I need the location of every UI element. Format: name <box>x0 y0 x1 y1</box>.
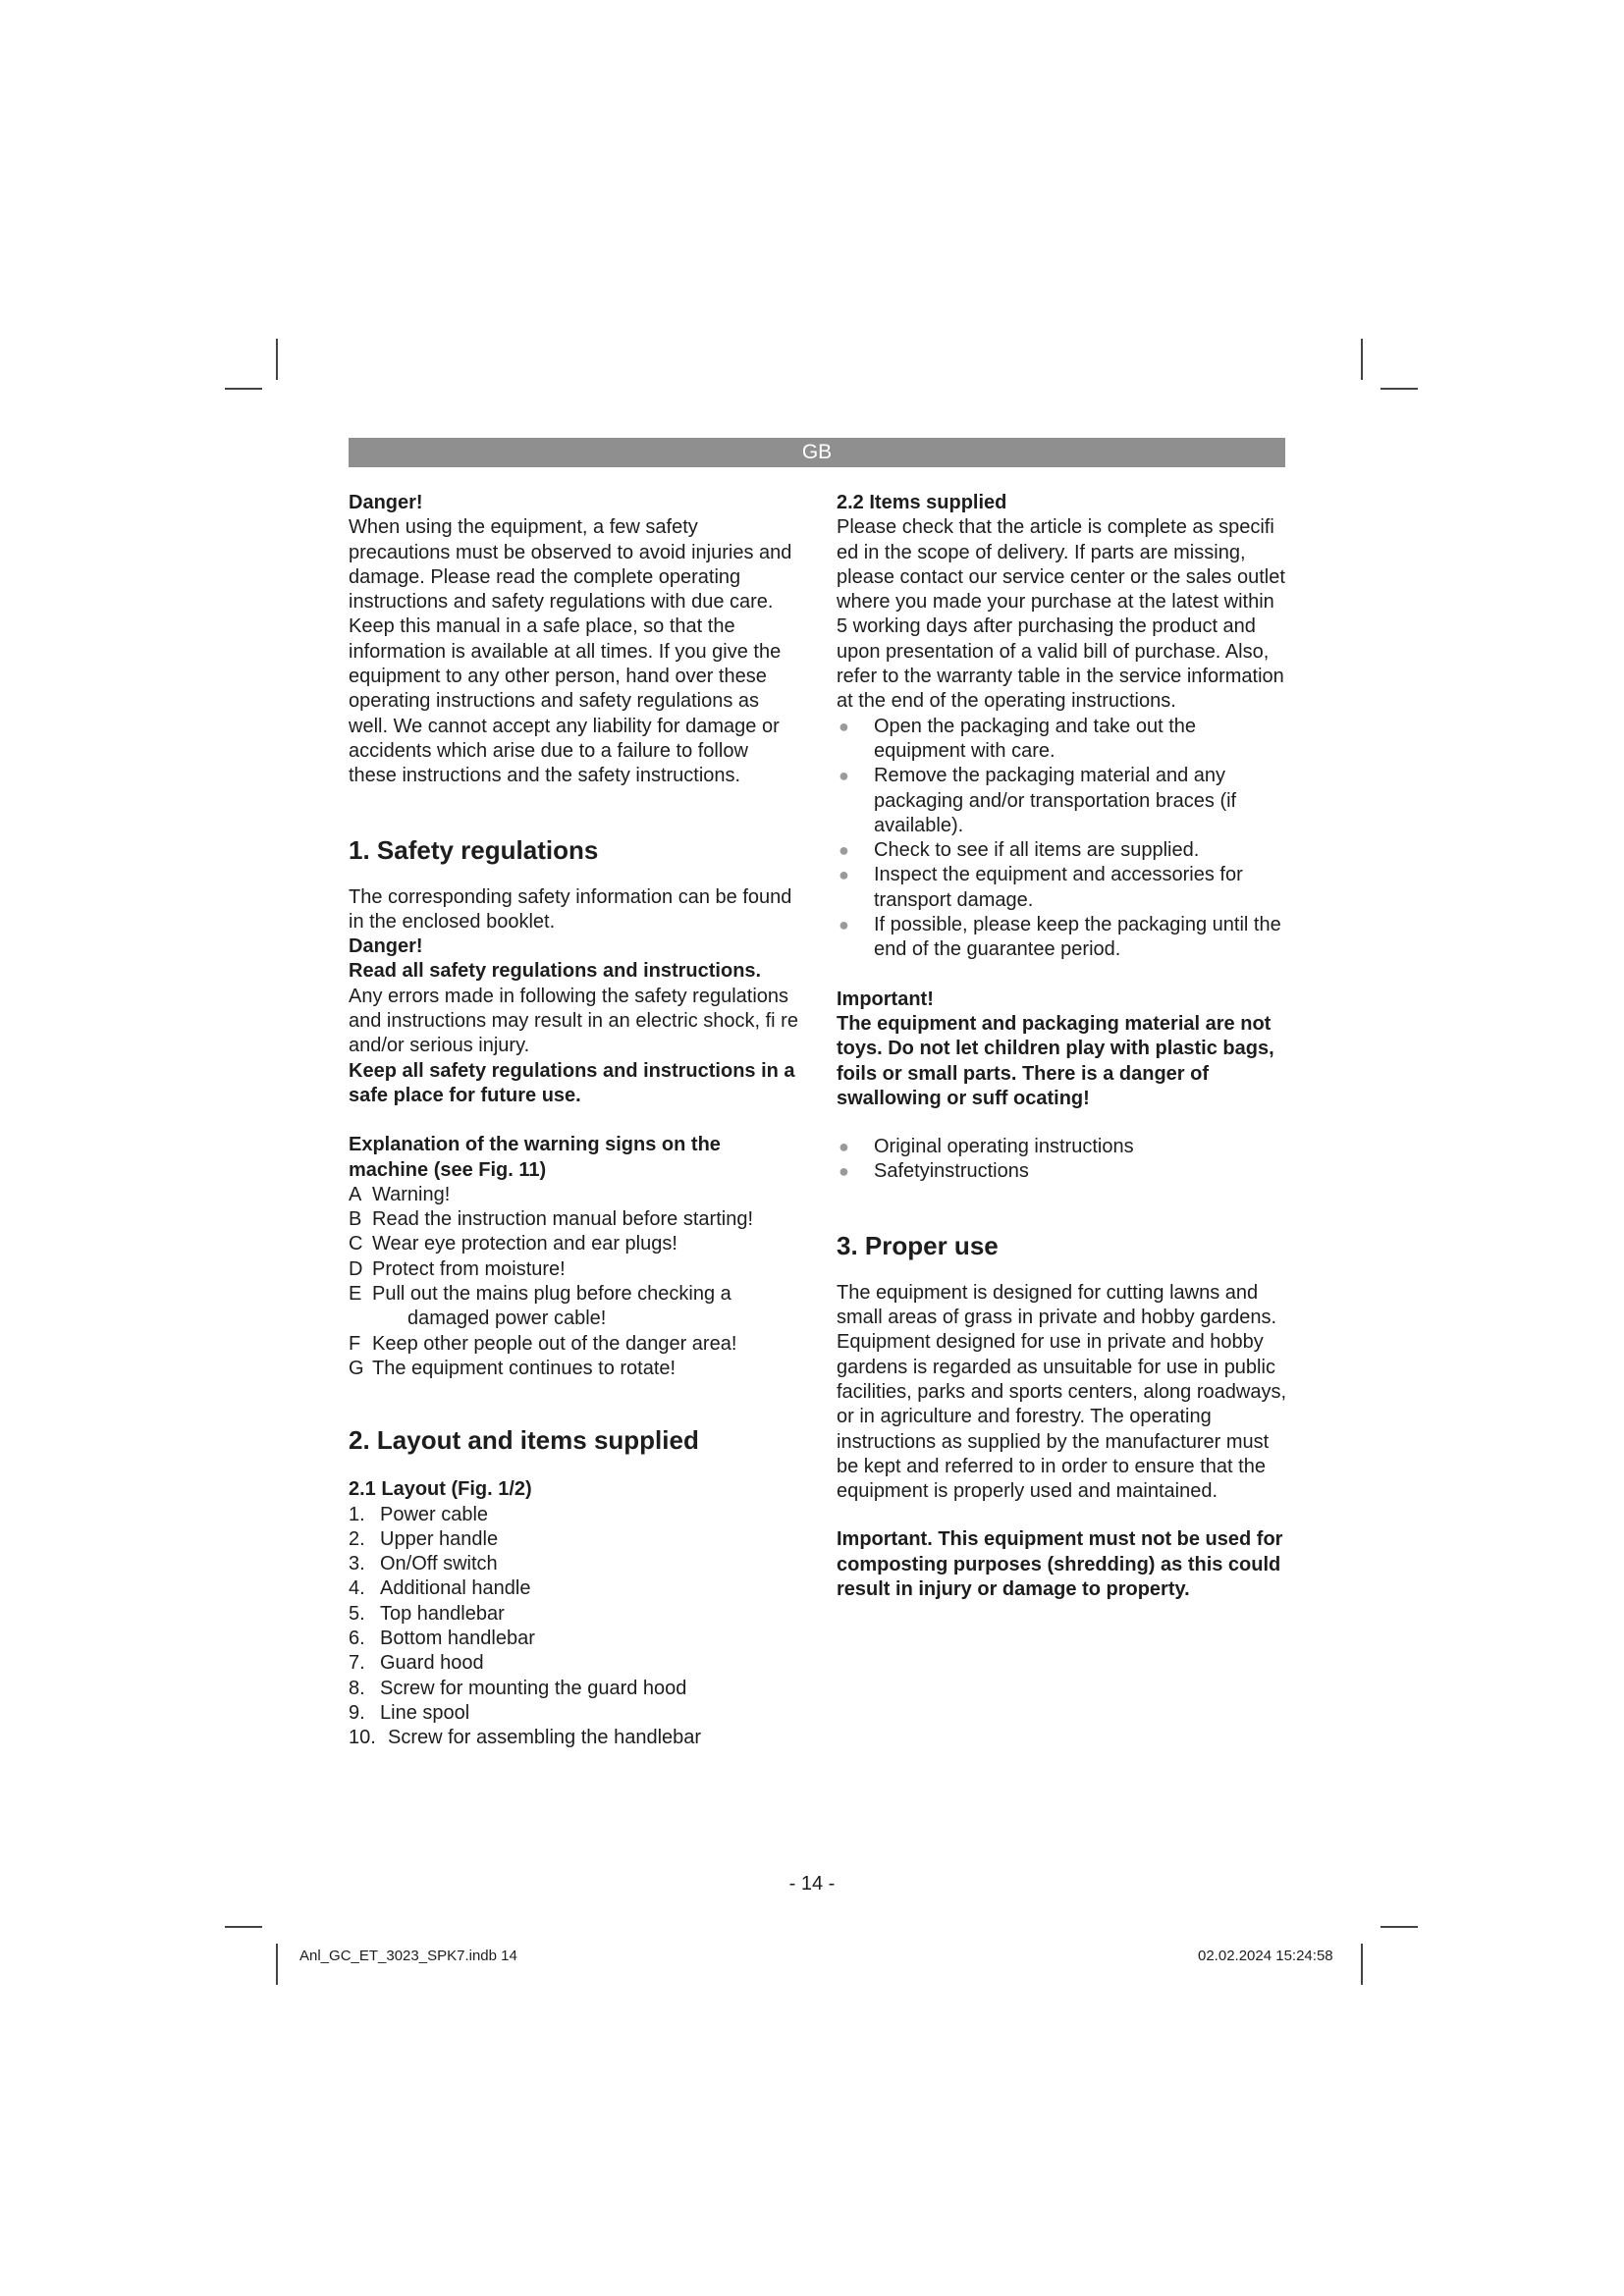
language-header-bar: GB <box>349 438 1285 467</box>
bullet-icon: ● <box>839 1161 849 1182</box>
bullet-icon: ● <box>839 840 849 861</box>
list-item: 9. Line spool <box>349 1701 470 1724</box>
safety-errors-paragraph: Any errors made in following the safety regulations and instructions may result in an electric shock, fi re and/or serious injury. <box>349 985 798 1057</box>
documents-list <box>837 1135 1290 1185</box>
left-column <box>349 491 800 1750</box>
list-item: ● Check to see if all items are supplied. <box>837 838 1290 863</box>
list-item: ● Original operating instructions <box>837 1135 1290 1159</box>
list-item: 5. Top handlebar <box>349 1602 505 1625</box>
list-item: E Pull out the mains plug before checking a damaged power cable! <box>349 1283 731 1330</box>
section-title-safety: 1. Safety regulations <box>349 834 599 865</box>
read-all-warning: Read all safety regulations and instructions. <box>349 960 762 983</box>
bullet-icon: ● <box>839 915 849 935</box>
list-item: 7. Guard hood <box>349 1652 484 1675</box>
important-heading: Important! <box>837 988 934 1010</box>
list-item: ● If possible, please keep the packaging until the end of the guarantee period. <box>837 913 1290 963</box>
list-item: 8. Screw for mounting the guard hood <box>349 1677 687 1699</box>
unpacking-steps-list <box>837 715 1290 963</box>
list-item: 2. Upper handle <box>349 1527 499 1550</box>
section-title-layout: 2. Layout and items supplied <box>349 1425 699 1456</box>
composting-warning: Important. This equipment must not be used for composting purposes (shredding) as this could result in injury or damage to property. <box>837 1528 1283 1600</box>
list-item: ● Safetyinstructions <box>837 1159 1290 1184</box>
page-number: - 14 - <box>788 1873 836 1895</box>
keep-instructions-warning: Keep all safety regulations and instructions in a safe place for future use. <box>349 1059 795 1106</box>
list-item: 1. Power cable <box>349 1503 489 1525</box>
warning-signs-heading: Explanation of the warning signs on the machine (see Fig. 11) <box>349 1134 721 1181</box>
safety-paragraph: The corresponding safety information can be found in the enclosed booklet. <box>349 885 792 933</box>
proper-use-paragraph: The equipment is designed for cutting lawns and small areas of grass in private and hobby gardens. <box>837 1281 1277 1329</box>
list-item: 4. Additional handle <box>349 1577 531 1600</box>
list-item: ● Remove the packaging material and any packaging and/or transportation braces (if available). <box>837 764 1290 838</box>
items-supplied-paragraph: Please check that the article is complete as specifi ed in the scope of delivery. If parts are missing, please contact our service center or the sales outlet where you made your purchase at the latest within 5 working days after purchasing the product and upon presentation of a valid bill of purchase. Also, refer to the warranty table in the service information at the end of the operating instructions. <box>837 516 1285 713</box>
list-item: D Protect from moisture! <box>349 1257 566 1280</box>
list-item: C Wear eye protection and ear plugs! <box>349 1233 677 1255</box>
list-item: B Read the instruction manual before starting! <box>349 1208 753 1231</box>
footer-file-name: Anl_GC_ET_3023_SPK7.indb 14 <box>299 1948 517 1964</box>
list-item: ● Open the packaging and take out the equipment with care. <box>837 715 1290 765</box>
crop-mark <box>276 339 278 380</box>
items-supplied-heading: 2.2 Items supplied <box>837 492 1007 513</box>
proper-use-paragraph-2: Equipment designed for use in private and hobby gardens is regarded as unsuitable for use in public facilities, parks and sports centers, along roadways, or in agriculture and forestry. The operating instructions as supplied by the manufacturer must be kept and referred to in order to ensure that the equipment is properly used and maintained. <box>837 1331 1286 1503</box>
crop-mark <box>225 388 262 390</box>
bullet-icon: ● <box>839 865 849 885</box>
layout-parts-list <box>349 1503 800 1751</box>
crop-mark <box>1380 1926 1418 1928</box>
important-warning: The equipment and packaging material are not toys. Do not let children play with plastic bags, foils or small parts. There is a danger of swallowing or suff ocating! <box>837 1012 1274 1109</box>
crop-mark <box>1361 1944 1363 1985</box>
crop-mark <box>1380 388 1418 390</box>
list-item: 3. On/Off switch <box>349 1553 498 1575</box>
list-item: F Keep other people out of the danger area! <box>349 1332 737 1355</box>
crop-mark <box>276 1944 278 1985</box>
crop-mark <box>225 1926 262 1928</box>
bullet-icon: ● <box>839 766 849 786</box>
crop-mark <box>1361 339 1363 380</box>
warning-signs-list <box>349 1183 800 1381</box>
right-column <box>837 491 1290 1602</box>
list-item: 6. Bottom handlebar <box>349 1627 535 1649</box>
list-item: ● Inspect the equipment and accessories for transport damage. <box>837 863 1290 913</box>
section-title-proper-use: 3. Proper use <box>837 1230 999 1260</box>
bullet-icon: ● <box>839 716 849 736</box>
list-item: A Warning! <box>349 1183 451 1205</box>
list-item: G The equipment continues to rotate! <box>349 1357 677 1379</box>
list-item: 10. Screw for assembling the handlebar <box>349 1727 702 1749</box>
layout-subheading: 2.1 Layout (Fig. 1/2) <box>349 1478 532 1501</box>
bullet-icon: ● <box>839 1137 849 1157</box>
danger-heading-2: Danger! <box>349 935 423 958</box>
danger-heading: Danger! <box>349 492 423 513</box>
footer-datetime: 02.02.2024 15:24:58 <box>1198 1948 1333 1964</box>
intro-paragraph: When using the equipment, a few safety precautions must be observed to avoid injuries and damage. Please read the complete operating instructions and safety regulations with due care. Keep this manual in a safe place, so that the information is available at all times. If you give the equipment to any other person, hand over these operating instructions and safety regulations as well. We cannot accept any liability for damage or accidents which arise due to a failure to follow these instructions and the safety instructions. <box>349 516 792 787</box>
